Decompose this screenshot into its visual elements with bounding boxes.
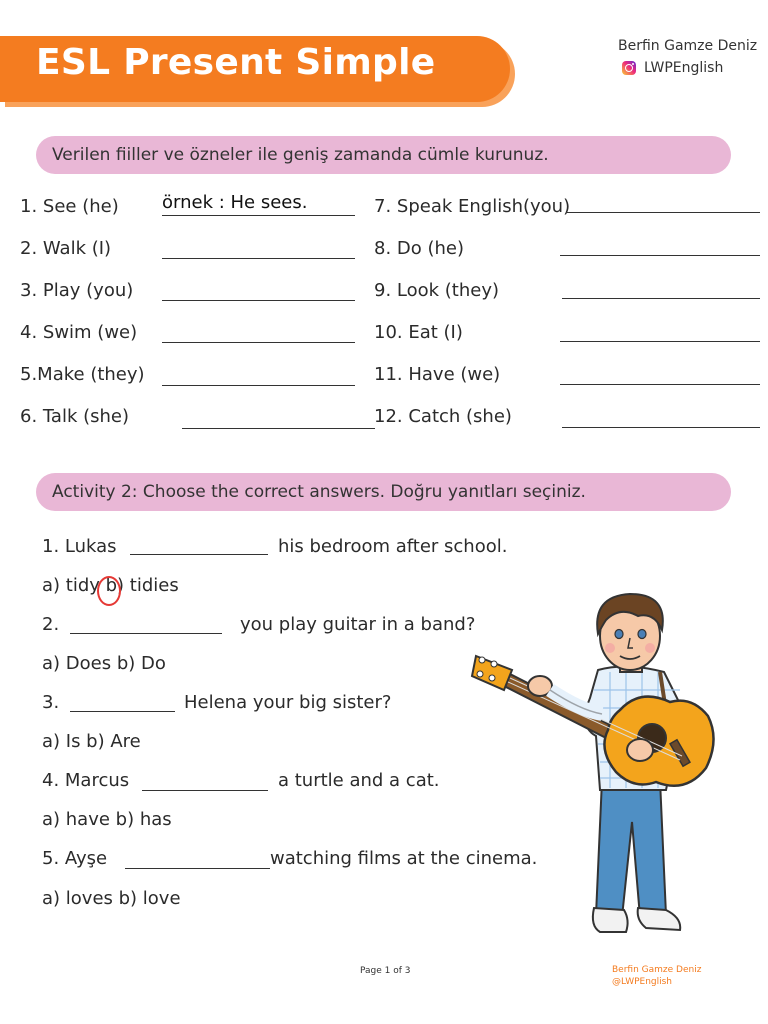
answer-line[interactable] [182, 428, 375, 429]
question-text: Helena your big sister? [184, 692, 392, 713]
answer-options: a) have b) has [42, 809, 172, 830]
question-text: 1. Lukas [42, 536, 117, 557]
answer-line[interactable] [560, 341, 760, 342]
activity2-instruction: Activity 2: Choose the correct answers. Doğru yanıtları seçiniz. [36, 473, 731, 511]
example-answer: örnek : He sees. [162, 192, 308, 213]
answer-line[interactable] [162, 385, 355, 386]
exercise-item: 6. Talk (she) [20, 406, 129, 427]
title-banner [0, 36, 510, 102]
social-handle-text: LWPEnglish [644, 60, 724, 76]
activity1-instruction: Verilen fiiller ve özneler ile geniş zamanda cümle kurunuz. [36, 136, 731, 174]
answer-line[interactable] [162, 342, 355, 343]
exercise-item: 2. Walk (I) [20, 238, 112, 259]
answer-line[interactable] [162, 215, 355, 216]
footer-credit-name: Berfin Gamze Deniz [612, 965, 702, 975]
answer-options: a) loves b) love [42, 888, 181, 909]
answer-line[interactable] [162, 258, 355, 259]
selected-answer-circle [97, 576, 121, 606]
question-text: you play guitar in a band? [240, 614, 476, 635]
instagram-icon [622, 61, 636, 75]
answer-line[interactable] [162, 300, 355, 301]
exercise-item: 3. Play (you) [20, 280, 134, 301]
social-handle [622, 60, 723, 76]
question-text: a turtle and a cat. [278, 770, 440, 791]
answer-options: a) tidy b) tidies [42, 575, 179, 596]
footer-credit-handle: @LWPEnglish [612, 977, 673, 987]
answer-line[interactable] [560, 255, 760, 256]
answer-blank[interactable] [125, 868, 270, 869]
exercise-item: 1. See (he) [20, 196, 119, 217]
page-number: Page 1 of 3 [360, 966, 411, 976]
answer-blank[interactable] [142, 790, 268, 791]
answer-line[interactable] [562, 427, 760, 428]
exercise-item: 5.Make (they) [20, 364, 145, 385]
exercise-item: 9. Look (they) [374, 280, 500, 301]
boy-guitar-illustration [470, 590, 730, 940]
question-text: his bedroom after school. [278, 536, 508, 557]
answer-options: a) Does b) Do [42, 653, 166, 674]
answer-blank[interactable] [130, 554, 268, 555]
exercise-item: 11. Have (we) [374, 364, 501, 385]
footer-credit [612, 964, 701, 988]
author-name: Berfin Gamze Deniz [618, 38, 758, 54]
question-text: 4. Marcus [42, 770, 130, 791]
answer-line[interactable] [562, 298, 760, 299]
answer-blank[interactable] [70, 633, 222, 634]
page-title: ESL Present Simple [36, 42, 436, 83]
answer-line[interactable] [566, 212, 760, 213]
exercise-item: 10. Eat (I) [374, 322, 463, 343]
exercise-item: 7. Speak English(you) [374, 196, 571, 217]
answer-line[interactable] [560, 384, 760, 385]
exercise-item: 8. Do (he) [374, 238, 465, 259]
question-text: watching films at the cinema. [270, 848, 538, 869]
exercise-item: 4. Swim (we) [20, 322, 138, 343]
exercise-item: 12. Catch (she) [374, 406, 512, 427]
question-text: 2. [42, 614, 60, 635]
question-text: 5. Ayşe [42, 848, 108, 869]
question-text: 3. [42, 692, 60, 713]
answer-blank[interactable] [70, 711, 175, 712]
answer-options: a) Is b) Are [42, 731, 141, 752]
